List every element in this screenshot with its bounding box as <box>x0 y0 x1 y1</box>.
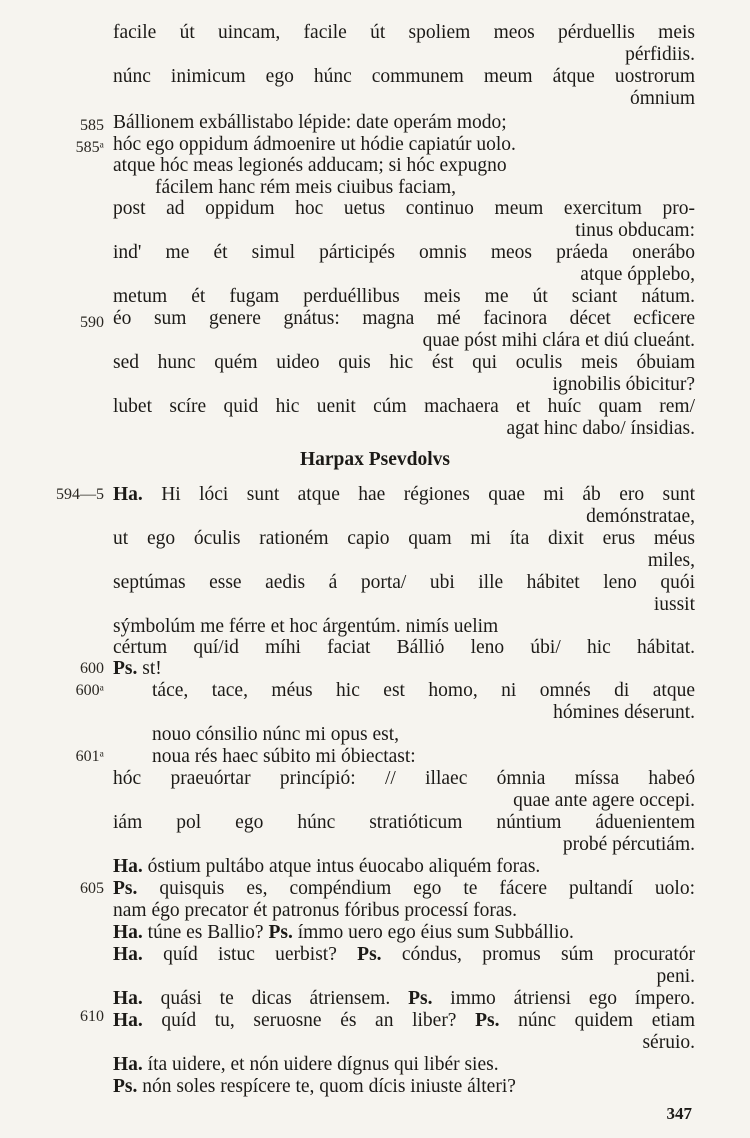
line-text: óstium pultábo atque intus éuocabo aliquém foras. <box>147 856 541 877</box>
line-text: hóc ego oppidum ádmoenire ut hódie capiatúr uolo. <box>113 134 516 155</box>
line-text: miles, <box>647 550 695 571</box>
line-text: nón soles respícere te, quom dícis iniuste álteri? <box>142 1076 516 1097</box>
verse-line <box>113 790 695 812</box>
line-text: táce, tace, méus hic est homo, ni omnés di atque <box>152 680 695 701</box>
line-text: cértum quí/id míhi faciat Bálliό leno úbi/ hic hábitat. <box>113 637 695 658</box>
verse-line <box>113 242 695 264</box>
line-text: nouo cónsilio núnc mi opus est, <box>152 724 399 745</box>
line-text: nam égo precator ét patronus fóribus processí foras. <box>113 900 517 921</box>
line-text: quisquis es, compéndium ego te fácere pultandí uolo: <box>159 878 695 899</box>
line-number: 600 <box>80 660 104 677</box>
line-text: fácilem hanc rém meis ciuibus faciam, <box>155 177 457 198</box>
verse-line <box>113 834 695 856</box>
line-text: noua rés haec súbito mi óbiectast: <box>152 746 416 767</box>
line-text: quíd istuc uerbist? <box>163 944 337 965</box>
line-number: 605 <box>80 880 104 897</box>
verse-line <box>113 418 695 440</box>
verse-line <box>113 878 695 900</box>
line-text: probé pércutiám. <box>562 834 695 855</box>
line-text: peni. <box>656 966 695 987</box>
line-text: ímmo uero ego éius sum Subbállio. <box>297 922 574 943</box>
line-text: atque ópplebo, <box>580 264 695 285</box>
line-number: 594—5 <box>56 486 104 503</box>
verse-line <box>113 1032 695 1054</box>
verse-line <box>152 680 695 702</box>
speaker-label: Ha. <box>113 988 143 1009</box>
line-number: 585ᵃ <box>75 139 104 156</box>
line-text: atque hóc meas legionés adducam; si hóc expugno <box>113 155 507 176</box>
line-text: núnc inimicum ego húnc communem meum átque uostrorum <box>113 66 695 87</box>
line-text: quási te dicas átriensem. <box>160 988 391 1009</box>
verse-line <box>113 550 695 572</box>
line-number: 585 <box>80 117 104 134</box>
verse-line <box>113 264 695 286</box>
line-text: sýmbolúm me férre et hoc árgentúm. nimís uelim <box>113 616 499 637</box>
line-text: séruio. <box>642 1032 695 1053</box>
line-text: éo sum genere gnátus: magna mé facinora décet ecficere <box>113 308 695 329</box>
verse-line <box>113 616 695 638</box>
speaker-label: Ps. <box>475 1010 500 1031</box>
line-text: cóndus, promus súm procuratór <box>401 944 695 965</box>
verse-line <box>113 922 695 944</box>
line-text: tinus obducam: <box>575 220 695 241</box>
line-text: quae póst mihi clára et diú clueánt. <box>422 330 695 351</box>
line-text: ignobilis óbicitur? <box>552 374 695 395</box>
line-text: immo átriensi ego ímpero. <box>450 988 696 1009</box>
verse-line <box>113 702 695 724</box>
line-text: st! <box>142 658 162 679</box>
speaker-label: Ps. <box>357 944 382 965</box>
verse-line <box>113 134 695 156</box>
verse-line <box>113 966 695 988</box>
speaker-label: Ha. <box>113 484 143 505</box>
line-text: Hi lóci sunt atque hae régiones quae mi áb ero sunt <box>161 484 695 505</box>
line-text: demónstratae, <box>586 506 695 527</box>
line-text: lubet scíre quid hic uenit cúm machaera et huíc quam rem/ <box>113 396 695 417</box>
speaker-label: Ha. <box>113 1010 143 1031</box>
verse-line <box>113 1010 695 1032</box>
verse-line <box>113 220 695 242</box>
line-text: agat hinc dabo/ ínsidias. <box>506 418 695 439</box>
line-text: Bállionem exbállistabo lépide: date operám modo; <box>113 112 507 133</box>
line-text: hóc praeuórtar princípió: // illaec ómnia míssa habeó <box>113 768 695 789</box>
line-text: quíd tu, seruosne és an liber? <box>161 1010 457 1031</box>
line-text: ind' me ét simul párticipés omnis meos práeda onerábo <box>113 242 695 263</box>
line-number: 610 <box>80 1008 104 1025</box>
verse-line <box>113 484 695 506</box>
line-text: hómines déserunt. <box>553 702 695 723</box>
verse-line <box>113 637 695 659</box>
verse-line <box>113 198 695 220</box>
verse-line <box>113 768 695 790</box>
speaker-label: Ps. <box>113 1076 138 1097</box>
verse-line <box>113 286 695 308</box>
verse-line <box>113 1054 695 1076</box>
verse-line <box>155 177 695 199</box>
verse-line <box>113 155 695 177</box>
line-text: túne es Ballio? <box>147 922 264 943</box>
verse-line <box>113 988 695 1010</box>
verse-line <box>113 572 695 594</box>
line-number: 590 <box>80 314 104 331</box>
verse-line <box>113 944 695 966</box>
verse-line <box>113 1076 695 1098</box>
page-number: 347 <box>666 1104 692 1123</box>
line-text: ut ego óculis rationém capio quam mi íta dixit erus méus <box>113 528 695 549</box>
line-text: sed hunc quém uideo quis hic ést qui oculis meis óbuiam <box>113 352 695 373</box>
speaker-label: Ps. <box>408 988 433 1009</box>
verse-line <box>113 594 695 616</box>
line-number: 600ᵃ <box>75 682 104 699</box>
speaker-label: Ha. <box>113 922 143 943</box>
verse-line <box>113 308 695 330</box>
verse-line <box>113 352 695 374</box>
verse-line <box>113 44 695 66</box>
line-number: 601ᵃ <box>75 748 104 765</box>
line-text: iussit <box>653 594 695 615</box>
line-text: íta uidere, et nón uidere dígnus qui libér sies. <box>147 1054 499 1075</box>
verse-line <box>113 112 695 134</box>
verse-line <box>152 746 695 768</box>
speaker-label: Ha. <box>113 856 143 877</box>
verse-line <box>113 374 695 396</box>
verse-line <box>113 900 695 922</box>
verse-line <box>113 506 695 528</box>
line-text: pérfidiis. <box>625 44 695 65</box>
verse-line <box>113 66 695 88</box>
verse-line <box>113 22 695 44</box>
line-text: iám pol ego húnc stratióticum núntium áduenientem <box>113 812 695 833</box>
line-text: núnc quidem etiam <box>518 1010 696 1031</box>
line-text: post ad oppidum hoc uetus continuo meum exercitum pro- <box>113 198 695 219</box>
verse-line <box>113 528 695 550</box>
scene-heading: Harpax Psevdolvs <box>299 449 451 470</box>
verse-line <box>113 88 695 110</box>
verse-line <box>152 724 695 746</box>
speaker-label: Ha. <box>113 1054 143 1075</box>
speaker-label: Ps. <box>268 922 293 943</box>
line-text: facile út uincam, facile út spoliem meos pérduellis meis <box>113 22 695 43</box>
line-text: quae ante agere occepi. <box>513 790 695 811</box>
verse-line <box>113 856 695 878</box>
verse-line <box>113 330 695 352</box>
speaker-label: Ps. <box>113 878 138 899</box>
line-text: metum ét fugam perduéllibus meis me út sciant nátum. <box>113 286 695 307</box>
line-text: septúmas esse aedis á porta/ ubi ille hábitet leno quói <box>113 572 695 593</box>
speaker-label: Ha. <box>113 944 143 965</box>
line-text: ómnium <box>629 88 695 109</box>
speaker-label: Ps. <box>113 658 138 679</box>
verse-line <box>113 812 695 834</box>
verse-line <box>113 658 695 680</box>
verse-line <box>113 396 695 418</box>
